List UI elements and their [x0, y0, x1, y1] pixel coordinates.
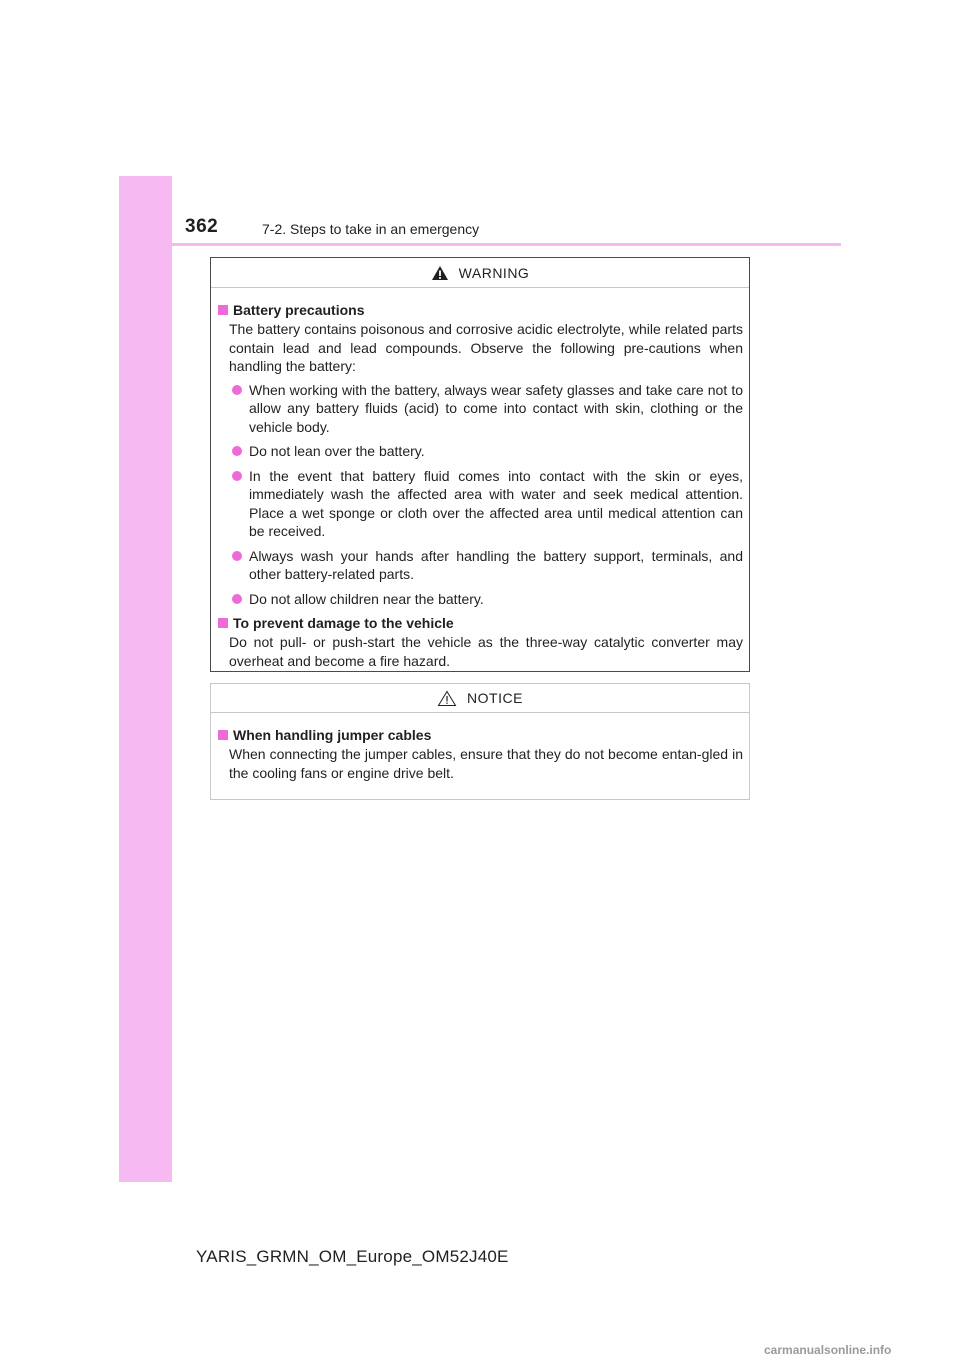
square-bullet-icon: [218, 730, 228, 740]
section-heading: [217, 614, 743, 633]
round-bullet-icon: [232, 385, 242, 395]
section-heading-text: Battery precautions: [233, 302, 365, 318]
round-bullet-icon: [232, 446, 242, 456]
warning-title: WARNING: [458, 264, 530, 281]
section-heading: [217, 301, 743, 320]
notice-header: [211, 684, 749, 713]
square-bullet-icon: [218, 305, 228, 315]
header-rule: [119, 243, 841, 246]
round-bullet-icon: [232, 594, 242, 604]
warning-triangle-outline-icon: [437, 690, 457, 707]
chapter-side-band: [119, 176, 172, 1182]
square-bullet-icon: [218, 618, 228, 628]
notice-body: [211, 713, 749, 782]
list-item-text: In the event that battery fluid comes into contact with the skin or eyes, immediately wash the affected area with water and seek medical attention. Place a wet sponge or cloth over the affected area until medical attention can be received.: [249, 467, 743, 539]
list-item-text: When working with the battery, always wear safety glasses and take care not to allow any battery fluids (acid) to come into contact with skin, clothing or the vehicle body.: [249, 381, 743, 435]
warning-triangle-filled-icon: [431, 265, 449, 281]
list-item-text: Do not allow children near the battery.: [249, 590, 484, 607]
page-number: 362: [185, 216, 219, 237]
list-item: [229, 590, 743, 609]
section-paragraph: Do not pull- or push-start the vehicle as the three-way catalytic converter may overheat and become a fire hazard.: [229, 634, 743, 669]
warning-header: [211, 258, 749, 288]
bullet-list: [217, 381, 743, 609]
document-code: YARIS_GRMN_OM_Europe_OM52J40E: [196, 1247, 509, 1266]
section-title: 7-2. Steps to take in an emergency: [262, 221, 480, 237]
section-paragraph: When connecting the jumper cables, ensure that they do not become entan-gled in the cooling fans or engine drive belt.: [229, 746, 743, 781]
notice-box: [210, 683, 750, 800]
section-paragraph: The battery contains poisonous and corrosive acidic electrolyte, while related parts contain lead and lead compounds. Observe the following pre-cautions when handling the battery:: [229, 321, 743, 374]
round-bullet-icon: [232, 471, 242, 481]
warning-body: [211, 288, 749, 670]
list-item-text: Do not lean over the battery.: [249, 443, 425, 459]
section-heading: [217, 726, 743, 745]
site-watermark: carmanualsonline.info: [764, 1343, 892, 1357]
warning-box: [210, 257, 750, 672]
notice-title: NOTICE: [467, 690, 523, 706]
list-item: [229, 442, 743, 461]
round-bullet-icon: [232, 551, 242, 561]
section-heading-text: When handling jumper cables: [233, 727, 432, 743]
list-item-text: Always wash your hands after handling the battery support, terminals, and other battery-related parts.: [249, 547, 743, 582]
list-item: [229, 547, 743, 584]
list-item: [229, 467, 743, 541]
list-item: [229, 381, 743, 437]
section-heading-text: To prevent damage to the vehicle: [233, 615, 454, 631]
